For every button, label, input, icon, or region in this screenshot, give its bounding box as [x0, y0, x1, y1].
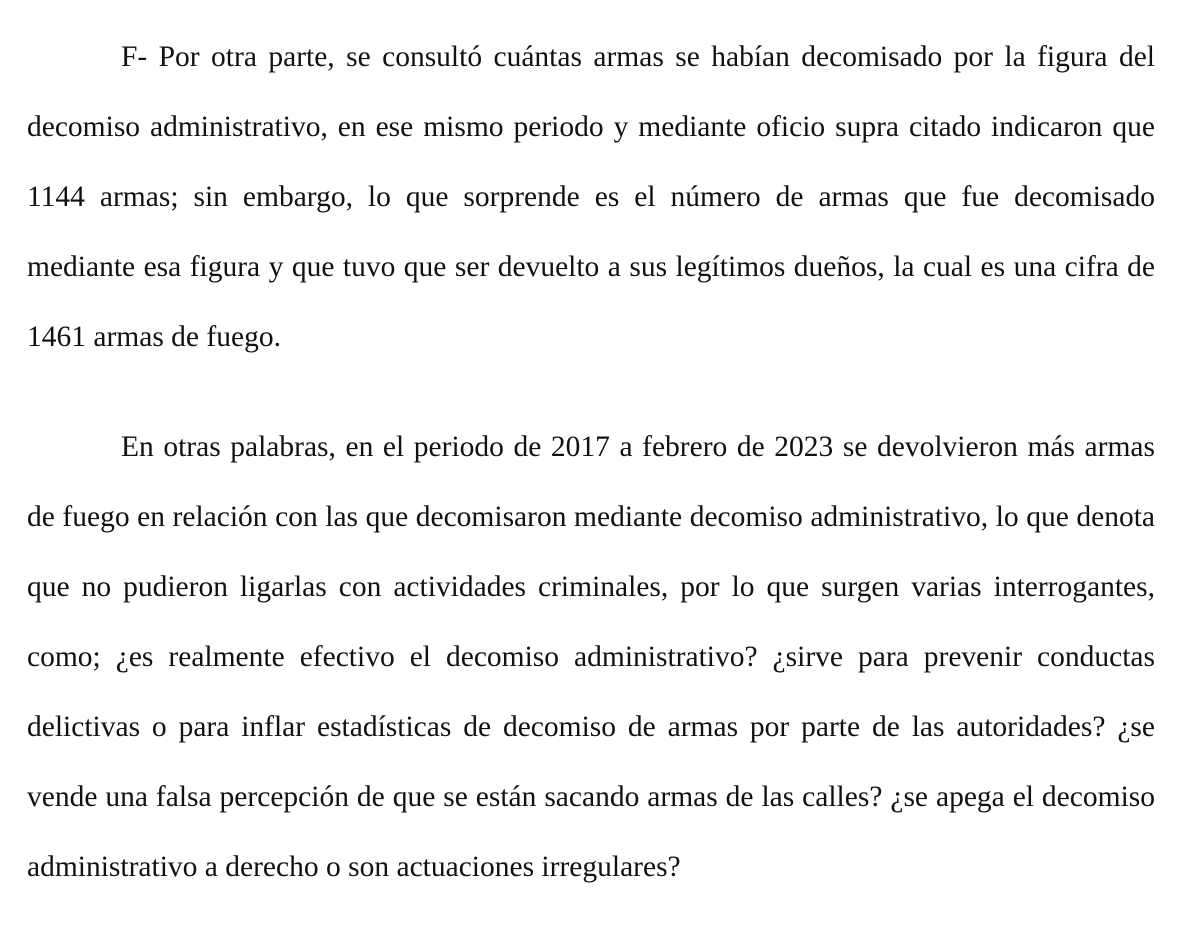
paragraph-questions: En otras palabras, en el periodo de 2017 a febrero de 2023 se devolvieron más armas de fuego en relación con las que decomisaron mediante decomiso administrativo, lo que denota que no pudieron ligarlas con actividades criminales, por lo que surgen varias interrogantes, como; ¿es realmente efectivo el decomiso administrativo? ¿sirve para prevenir conductas delictivas o para inflar estadísticas de decomiso de armas por parte de las autoridades? ¿se vende una falsa percepción de que se están sacando armas de las calles? ¿se apega el decomiso administrativo a derecho o son actuaciones irregulares? — [27, 431, 1155, 883]
paragraph-seized-arms: F- Por otra parte, se consultó cuántas armas se habían decomisado por la figura del decomiso administrativo, en ese mismo periodo y mediante oficio supra citado indicaron que 1144 armas; sin embargo, lo que sorprende es el número de armas que fue decomisado mediante esa figura y que tuvo que ser devuelto a sus legítimos dueños, la cual es una cifra de 1461 armas de fuego. — [27, 41, 1155, 353]
